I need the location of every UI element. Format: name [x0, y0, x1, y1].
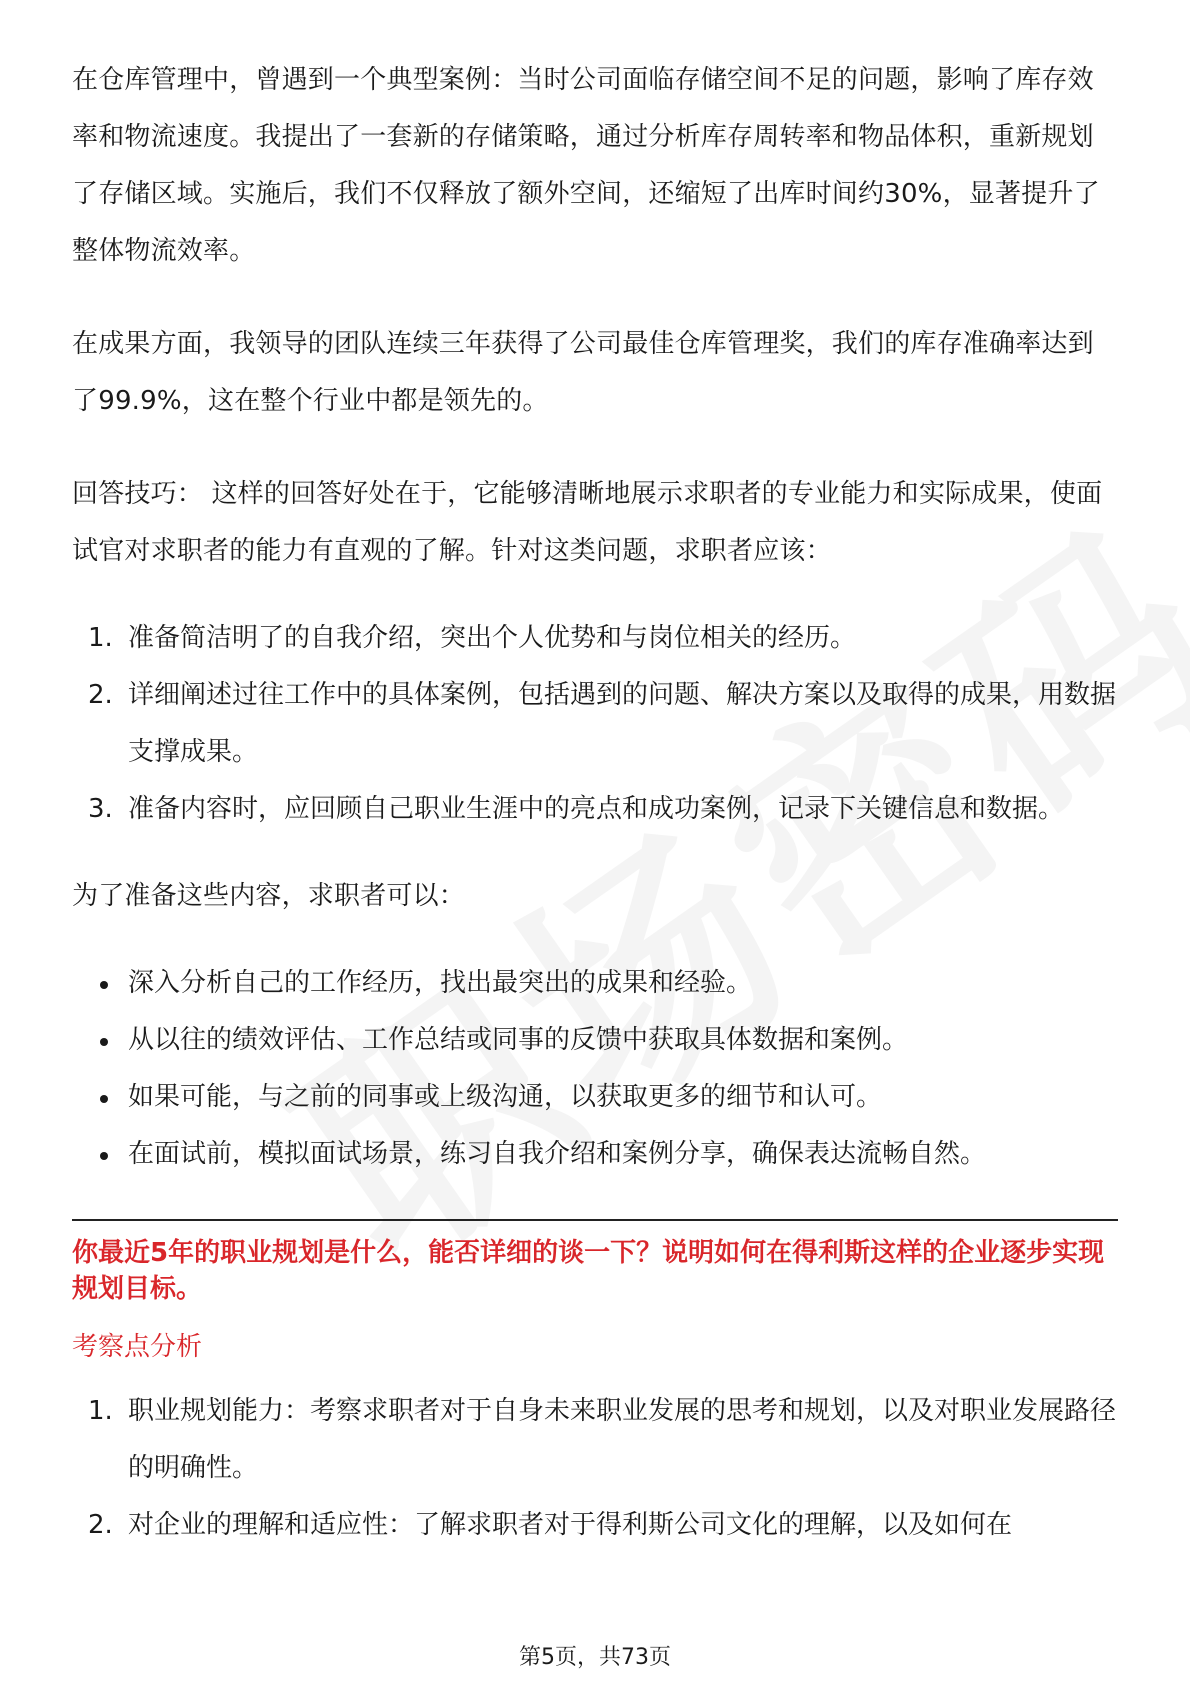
section-title: 考察点分析 [72, 1332, 203, 1362]
list-item-text: 准备内容时，应回顾自己职业生涯中的亮点和成功案例，记录下关键信息和数据。 [128, 794, 1065, 824]
list-number: 1. [88, 1396, 113, 1426]
interview-question: 你最近5年的职业规划是什么，能否详细的谈一下？说明如何在得利斯这样的企业逐步实现规划目标。 [72, 1238, 1105, 1304]
list-item-text: 详细阐述过往工作中的具体案例，包括遇到的问题、解决方案以及取得的成果，用数据支撑成果。 [128, 680, 1117, 767]
list-number: 3. [88, 794, 113, 824]
page-footer: 第5页，共73页 [519, 1645, 671, 1670]
list-item [72, 610, 1118, 667]
paragraph-achievements: 在成果方面，我领导的团队连续三年获得了公司最佳仓库管理奖，我们的库存准确率达到了99.9%，这在整个行业中都是领先的。 [72, 329, 1094, 416]
list-number: 1. [88, 623, 113, 653]
list-item: 从以往的绩效评估、工作总结或同事的反馈中获取具体数据和案例。 [72, 1012, 1118, 1069]
paragraph-prep-intro: 为了准备这些内容，求职者可以： [72, 881, 466, 911]
prep-list [72, 955, 1118, 1183]
list-item: 在面试前，模拟面试场景，练习自我介绍和案例分享，确保表达流畅自然。 [72, 1126, 1118, 1183]
list-item-text: 准备简洁明了的自我介绍，突出个人优势和与岗位相关的经历。 [128, 623, 857, 653]
list-number: 2. [88, 1510, 113, 1540]
list-item [72, 781, 1118, 838]
list-item: 深入分析自己的工作经历，找出最突出的成果和经验。 [72, 955, 1118, 1012]
divider [72, 1219, 1118, 1221]
list-item-text: 对企业的理解和适应性：了解求职者对于得利斯公司文化的理解，以及如何在 [128, 1510, 1013, 1540]
list-item: 如果可能，与之前的同事或上级沟通，以获取更多的细节和认可。 [72, 1069, 1118, 1126]
paragraph-answer-tips: 回答技巧： 这样的回答好处在于，它能够清晰地展示求职者的专业能力和实际成果，使面试官对求职者的能力有直观的了解。针对这类问题，求职者应该： [72, 479, 1103, 566]
list-item [72, 667, 1118, 781]
list-item [72, 1383, 1118, 1497]
paragraph-warehouse-case: 在仓库管理中，曾遇到一个典型案例：当时公司面临存储空间不足的问题，影响了库存效率和物流速度。我提出了一套新的存储策略，通过分析库存周转率和物品体积，重新规划了存储区域。实施后，我们不仅释放了额外空间，还缩短了出库时间约30%，显著提升了整体物流效率。 [72, 65, 1100, 266]
list-item-text: 职业规划能力：考察求职者对于自身未来职业发展的思考和规划，以及对职业发展路径的明确性。 [128, 1396, 1117, 1483]
document-page [72, 52, 1118, 1554]
list-number: 2. [88, 680, 113, 710]
list-item [72, 1497, 1118, 1554]
tips-list [72, 610, 1118, 838]
analysis-list [72, 1383, 1118, 1554]
